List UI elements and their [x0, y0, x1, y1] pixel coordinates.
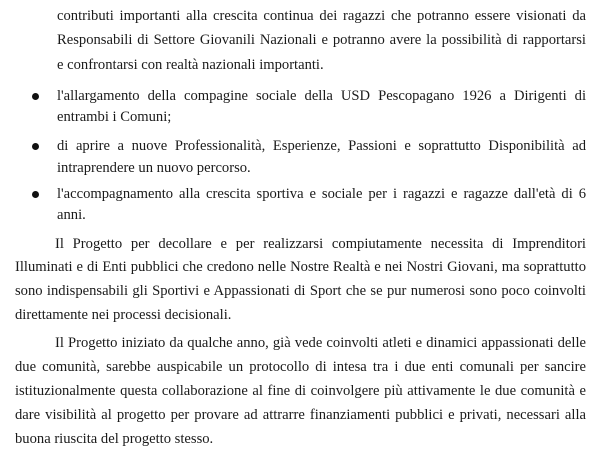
paragraph-line: istituzionalmente questa collaborazione al fine di coinvolgere più attivamente le due comunità e: [15, 383, 586, 399]
bullet-item-line: intraprendere un nuovo percorso.: [57, 160, 251, 176]
bullet-item-line: entrambi i Comuni;: [57, 109, 172, 125]
continuation-line: contributi importanti alla crescita continua dei ragazzi che potranno essere visionati da: [57, 8, 586, 24]
paragraph-line: due comunità, sarebbe auspicabile un protocollo di intesa tra i due enti comunali per sancire: [15, 359, 586, 375]
bullet-dot: [32, 191, 39, 198]
continuation-line: e confrontarsi con realtà nazionali importanti.: [57, 57, 324, 73]
paragraph-line: sono indispensabili gli Sportivi e Appassionati di Sport che se pur numerosi sono poco coinvolti: [15, 283, 586, 299]
paragraph-line: direttamente nei processi decisionali.: [15, 307, 232, 323]
paragraph-line: Il Progetto per decollare e per realizzarsi compiutamente necessita di Imprenditori: [55, 236, 586, 252]
bullet-item-line: l'accompagnamento alla crescita sportiva e sociale per i ragazzi e ragazze dall'età di 6: [57, 186, 586, 202]
paragraph-line: Illuminati e di Enti pubblici che credono nelle Nostre Realtà e nei Nostri Giovani, ma soprattutto: [15, 259, 586, 275]
bullet-dot: [32, 93, 39, 100]
paragraph-line: dare visibilità al progetto per provare ad attrarre finanziamenti pubblici e privati, necessari alla: [15, 407, 586, 423]
bullet-item-line: di aprire a nuove Professionalità, Esperienze, Passioni e soprattutto Disponibilità ad: [57, 138, 586, 154]
paragraph-line: buona riuscita del progetto stesso.: [15, 431, 214, 447]
continuation-line: Responsabili di Settore Giovanili Nazionali e potranno avere la possibilità di rapportarsi: [57, 32, 586, 48]
bullet-dot: [32, 143, 39, 150]
bullet-item-line: anni.: [57, 207, 86, 223]
paragraph-line: Il Progetto iniziato da qualche anno, già vede coinvolti atleti e dinamici appassionati delle: [55, 335, 586, 351]
bullet-item-line: l'allargamento della compagine sociale della USD Pescopagano 1926 a Dirigenti di: [57, 88, 586, 104]
